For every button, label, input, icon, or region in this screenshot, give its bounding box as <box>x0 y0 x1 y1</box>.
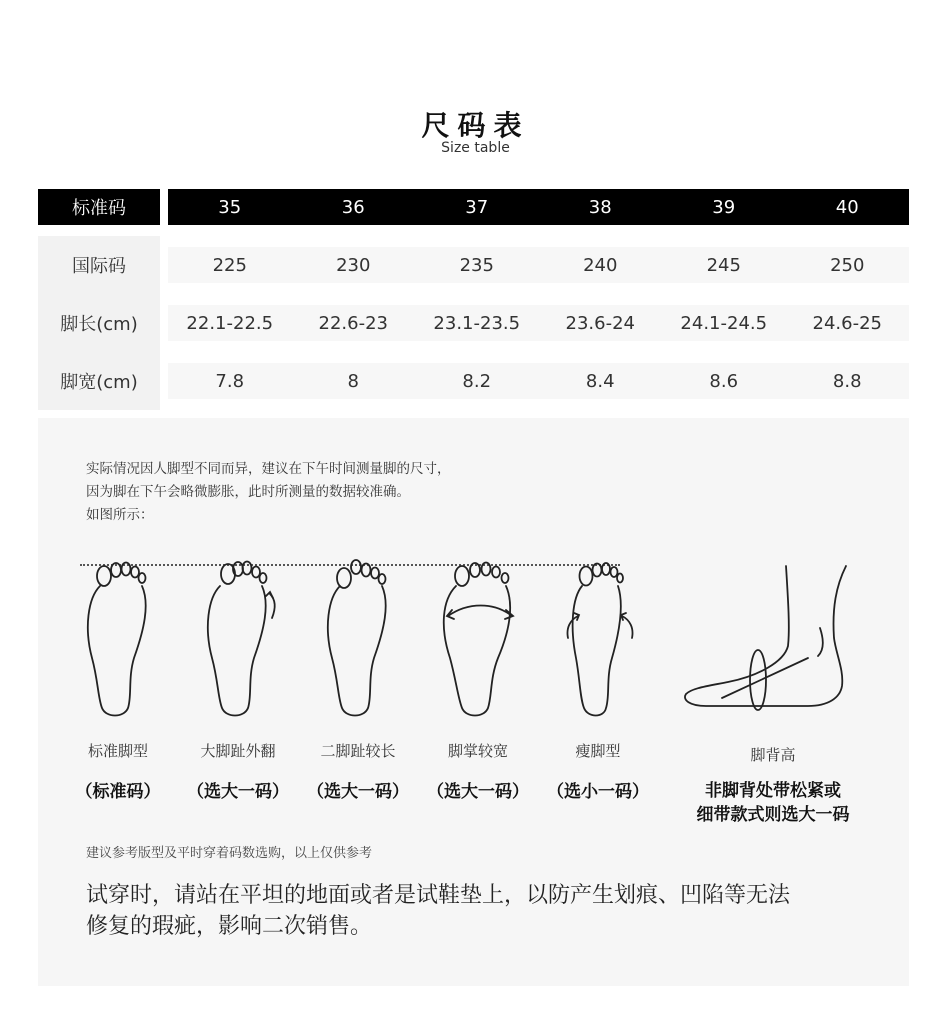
size-cell: 40 <box>835 196 859 218</box>
table-cell: 235 <box>459 254 494 276</box>
warning-line: 修复的瑕疵，影响二次销售。 <box>86 914 373 939</box>
wide-foot-icon <box>418 558 538 718</box>
foot-type-hint: （选大一码） <box>427 782 529 802</box>
page-subtitle: Size table <box>441 140 510 156</box>
table-cell: 23.1-23.5 <box>433 312 521 334</box>
header-label: 标准码 <box>38 189 160 225</box>
note-line: 如图所示： <box>86 507 154 523</box>
foot-type-high-instep <box>658 558 888 827</box>
table-row <box>38 305 909 341</box>
size-cell: 37 <box>465 196 489 218</box>
foot-type-label: 脚掌较宽 <box>447 742 508 760</box>
foot-type-wide <box>418 558 538 802</box>
size-cell: 35 <box>218 196 242 218</box>
table-cell: 8 <box>347 370 359 392</box>
note-line: 实际情况因人脚型不同而异，建议在下午时间测量脚的尺寸， <box>86 461 451 477</box>
guide-panel <box>38 418 909 986</box>
slim-foot-icon <box>538 558 658 718</box>
foot-types <box>38 558 909 828</box>
table-cell: 225 <box>212 254 247 276</box>
row-label: 脚宽(cm) <box>38 352 160 410</box>
foot-type-hint: （选大一码） <box>307 782 409 802</box>
page-title: 尺码表 <box>421 109 530 142</box>
foot-type-hint: （选大一码） <box>187 782 289 802</box>
table-cell: 8.4 <box>585 370 615 392</box>
foot-type-standard <box>58 558 178 802</box>
size-cell: 36 <box>341 196 365 218</box>
table-cell: 24.6-25 <box>812 312 882 334</box>
bunion-foot-icon <box>178 558 298 718</box>
row-label: 脚长(cm) <box>38 294 160 352</box>
foot-type-label: 瘦脚型 <box>575 742 621 760</box>
long-second-toe-foot-icon <box>298 558 418 718</box>
table-cell: 8.2 <box>462 370 492 392</box>
size-cell: 38 <box>588 196 612 218</box>
table-cell: 250 <box>830 254 865 276</box>
table-row <box>38 363 909 399</box>
table-cell: 7.8 <box>215 370 245 392</box>
table-cell: 8.8 <box>832 370 862 392</box>
table-row <box>38 247 909 283</box>
foot-type-slim <box>538 558 658 802</box>
table-cell: 23.6-24 <box>565 312 635 334</box>
foot-type-label: 标准脚型 <box>87 742 148 760</box>
table-cell: 240 <box>583 254 618 276</box>
high-instep-foot-icon <box>658 558 888 718</box>
foot-type-hint: （选小一码） <box>547 782 649 802</box>
note-line: 因为脚在下午会略微膨胀，此时所测量的数据较准确。 <box>86 484 410 500</box>
foot-type-hint <box>658 779 888 827</box>
hint-line: 非脚背处带松紧或 <box>705 781 841 801</box>
standard-foot-icon <box>58 558 178 718</box>
foot-type-bunion <box>178 558 298 802</box>
foot-type-long-second-toe <box>298 558 418 802</box>
foot-type-label: 大脚趾外翻 <box>200 742 276 760</box>
table-cell: 22.6-23 <box>318 312 388 334</box>
foot-type-label: 二脚趾较长 <box>320 742 396 760</box>
warning-line: 试穿时，请站在平坦的地面或者是试鞋垫上，以防产生划痕、凹陷等无法 <box>86 883 791 908</box>
measure-note <box>86 458 451 527</box>
size-cell: 39 <box>712 196 736 218</box>
trial-warning <box>86 880 886 942</box>
table-cell: 24.1-24.5 <box>680 312 768 334</box>
foot-type-hint: （标准码） <box>75 782 161 802</box>
table-cell: 8.6 <box>709 370 739 392</box>
size-header-row <box>38 189 909 225</box>
hint-line: 细带款式则选大一码 <box>696 805 850 825</box>
reference-note: 建议参考版型及平时穿着码数选购，以上仅供参考 <box>86 846 373 861</box>
table-cell: 22.1-22.5 <box>186 312 274 334</box>
foot-type-label: 脚背高 <box>750 746 796 764</box>
table-cell: 245 <box>706 254 741 276</box>
row-label: 国际码 <box>38 236 160 294</box>
table-cell: 230 <box>336 254 371 276</box>
